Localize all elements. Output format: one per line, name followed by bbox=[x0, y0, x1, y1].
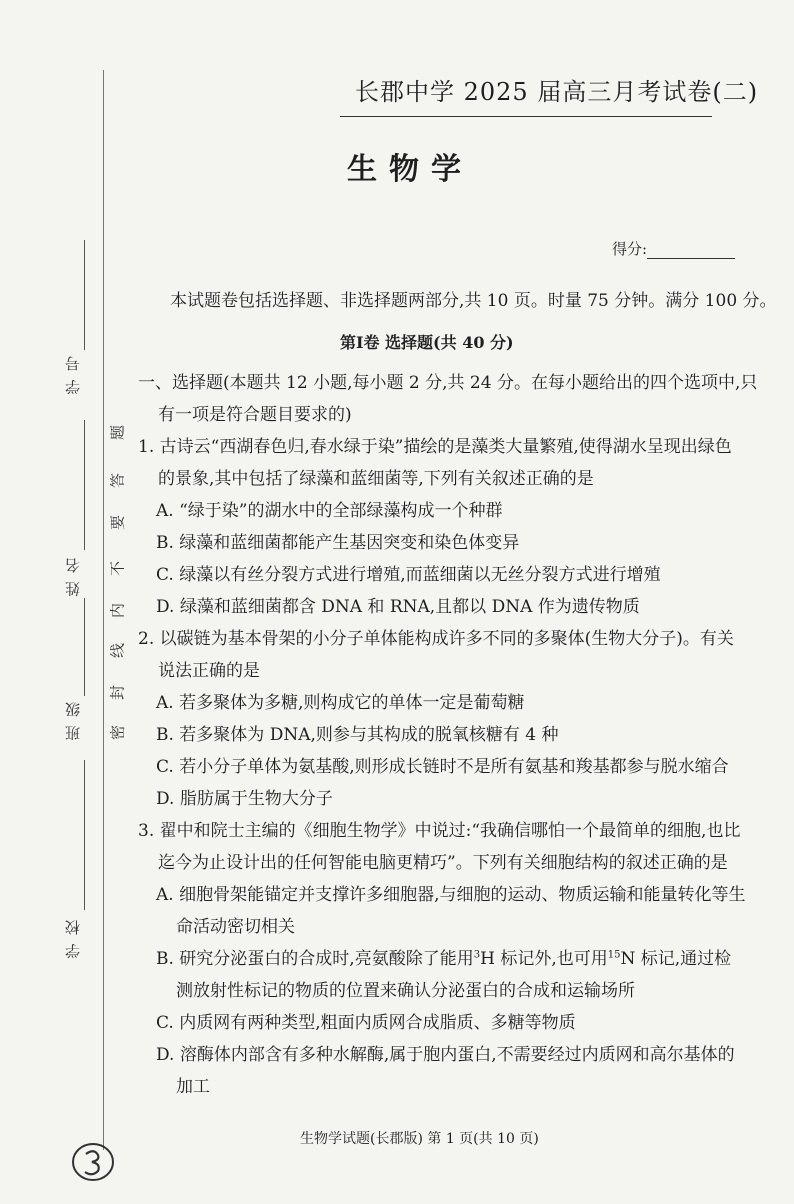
option-c: C. 绿藻以有丝分裂方式进行增殖,而蓝细菌以无丝分裂方式进行增殖 bbox=[156, 565, 661, 585]
score-blank bbox=[647, 244, 735, 259]
option-d: D. 溶酶体内部含有多种水解酶,属于胞内蛋白,不需要经过内质网和高尔基体的 bbox=[156, 1045, 735, 1065]
school-label: 学 校 bbox=[64, 918, 82, 959]
subject-title: 生物学 bbox=[347, 152, 473, 187]
name-blank bbox=[84, 420, 85, 550]
option-a: A. 细胞骨架能锚定并支撑许多细胞器,与细胞的运动、物质运输和能量转化等生 bbox=[156, 885, 746, 905]
question-stem: 1. 古诗云“西湖春色归,春水绿于染”描绘的是藻类大量繁殖,使得湖水呈现出绿色 bbox=[138, 437, 732, 457]
question-3 bbox=[138, 815, 750, 1103]
student-id-blank bbox=[84, 240, 85, 350]
option-a-cont: 命活动密切相关 bbox=[176, 917, 295, 937]
option-a: A. “绿于染”的湖水中的全部绿藻构成一个种群 bbox=[156, 501, 503, 521]
section-heading-cont: 有一项是符合题目要求的) bbox=[158, 405, 352, 425]
exam-intro: 本试题卷包括选择题、非选择题两部分,共 10 页。时量 75 分钟。满分 100 分。 bbox=[170, 291, 777, 311]
option-c: C. 内质网有两种类型,粗面内质网合成脂质、多糖等物质 bbox=[156, 1013, 576, 1033]
seal-char: 要 bbox=[108, 515, 127, 531]
question-stem: 2. 以碳链为基本骨架的小分子单体能构成许多不同的多聚体(生物大分子)。有关 bbox=[138, 629, 734, 649]
exam-title: 长郡中学 2025 届高三月考试卷(二) bbox=[355, 78, 759, 106]
option-a: A. 若多聚体为多糖,则构成它的单体一定是葡萄糖 bbox=[156, 693, 525, 713]
seal-char: 内 bbox=[108, 603, 127, 619]
question-2 bbox=[138, 623, 750, 815]
binding-line bbox=[103, 70, 104, 1150]
option-b-part: B. 研究分泌蛋白的合成时,亮氨酸除了能用 bbox=[156, 949, 474, 969]
superscript: 3 bbox=[473, 949, 481, 961]
question-stem: 3. 翟中和院士主编的《细胞生物学》中说过:“我确信哪怕一个最简单的细胞,也比 bbox=[138, 821, 741, 841]
option-b-part: H 标记外,也可用 bbox=[480, 949, 608, 969]
option-d-cont: 加工 bbox=[176, 1077, 210, 1097]
option-d: D. 脂肪属于生物大分子 bbox=[156, 789, 333, 809]
student-id-label: 学 号 bbox=[64, 354, 82, 395]
option-b: B. 若多聚体为 DNA,则参与其构成的脱氧核糖有 4 种 bbox=[156, 725, 559, 745]
option-b-part: N 标记,通过检 bbox=[620, 949, 732, 969]
part-title: 第Ⅰ卷 选择题(共 40 分) bbox=[340, 333, 514, 352]
school-blank bbox=[84, 760, 85, 910]
option-c: C. 若小分子单体为氨基酸,则形成长链时不是所有氨基和羧基都参与脱水缩合 bbox=[156, 757, 729, 777]
class-label: 班 级 bbox=[64, 700, 82, 741]
score-label: 得分: bbox=[612, 240, 648, 258]
question-stem-cont: 说法正确的是 bbox=[158, 661, 260, 681]
option-b: B. 绿藻和蓝细菌都能产生基因突变和染色体变异 bbox=[156, 533, 520, 553]
seal-char: 线 bbox=[108, 643, 127, 659]
option-d: D. 绿藻和蓝细菌都含 DNA 和 RNA,且都以 DNA 作为遗传物质 bbox=[156, 597, 640, 617]
option-b bbox=[138, 943, 750, 975]
question-area bbox=[138, 367, 758, 1103]
question-stem-cont: 迄今为止设计出的任何智能电脑更精巧”。下列有关细胞结构的叙述正确的是 bbox=[158, 853, 728, 873]
seal-char: 密 bbox=[108, 725, 127, 741]
seal-char: 封 bbox=[108, 685, 127, 701]
class-blank bbox=[84, 598, 85, 696]
option-b-cont: 测放射性标记的物质的位置来确认分泌蛋白的合成和运输场所 bbox=[176, 981, 635, 1001]
title-rule bbox=[340, 116, 712, 117]
page-footer: 生物学试题(长郡版) 第 1 页(共 10 页) bbox=[300, 1131, 539, 1147]
seal-char: 题 bbox=[108, 425, 127, 441]
question-1 bbox=[138, 431, 750, 623]
section-heading: 一、选择题(本题共 12 小题,每小题 2 分,共 24 分。在每小题给出的四个选项中,只 bbox=[138, 373, 758, 393]
superscript: 15 bbox=[607, 949, 621, 961]
seal-char: 不 bbox=[108, 561, 127, 577]
handwritten-circle-mark bbox=[70, 1140, 116, 1184]
seal-char: 答 bbox=[108, 473, 127, 489]
score-field bbox=[612, 238, 735, 259]
question-stem-cont: 的景象,其中包括了绿藻和蓝细菌等,下列有关叙述正确的是 bbox=[158, 469, 594, 489]
name-label: 姓 名 bbox=[64, 556, 82, 597]
